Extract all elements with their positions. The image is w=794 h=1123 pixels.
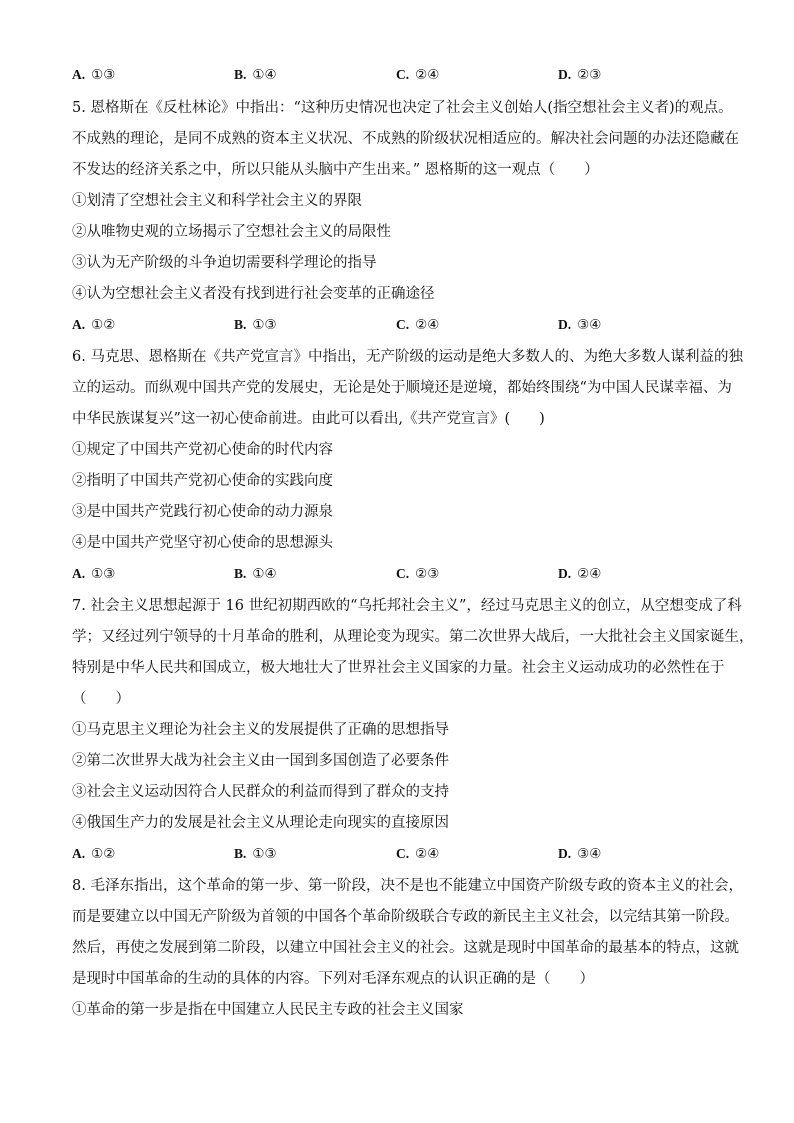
q5-option-b[interactable]: B. ①③ xyxy=(234,317,277,333)
q4-option-a[interactable]: A. ①③ xyxy=(72,67,116,83)
q5-stem-line-2: 不成熟的理论，是同不成熟的资本主义状况、不成熟的阶级状况相适应的。解决社会问题的办法还隐藏在 xyxy=(72,131,739,147)
q8-stem-line-2: 而是要建立以中国无产阶级为首领的中国各个革命阶级联合专政的新民主主义社会，以完结其第一阶段。 xyxy=(72,909,739,925)
q5-item-1: ①划清了空想社会主义和科学社会主义的界限 xyxy=(72,193,362,209)
q7-stem-line-4: （ ） xyxy=(72,691,130,707)
q4-option-d[interactable]: D. ②③ xyxy=(558,67,602,83)
q7-option-d[interactable]: D. ③④ xyxy=(558,846,602,862)
q7-stem-line-3: 特别是中华人民共和国成立，极大地壮大了世界社会主义国家的力量。社会主义运动成功的必然性在于 xyxy=(72,660,725,676)
q6-item-3: ③是中国共产党践行初心使命的动力源泉 xyxy=(72,504,333,520)
q7-option-c[interactable]: C. ②④ xyxy=(396,846,440,862)
q7-options xyxy=(72,844,722,864)
q5-item-4: ④认为空想社会主义者没有找到进行社会变革的正确途径 xyxy=(72,286,435,302)
q7-option-a[interactable]: A. ①② xyxy=(72,846,116,862)
q7-stem-line-2: 学；又经过列宁领导的十月革命的胜利，从理论变为现实。第二次世界大战后，一大批社会主义国家诞生， xyxy=(72,629,754,645)
q6-stem-line-2: 立的运动。而纵观中国共产党的发展史，无论是处于顺境还是逆境，都始终围绕“为中国人民谋幸福、为 xyxy=(72,380,732,396)
q6-options xyxy=(72,564,722,584)
q8-item-1: ①革命的第一步是指在中国建立人民民主专政的社会主义国家 xyxy=(72,1002,464,1018)
q7-item-2: ②第二次世界大战为社会主义由一国到多国创造了必要条件 xyxy=(72,753,449,769)
q4-option-c[interactable]: C. ②④ xyxy=(396,67,440,83)
q5-option-a[interactable]: A. ①② xyxy=(72,317,116,333)
q5-stem-line-3: 不发达的经济关系之中，所以只能从头脑中产生出来。” 恩格斯的这一观点（ ） xyxy=(72,162,599,178)
q6-item-1: ①规定了中国共产党初心使命的时代内容 xyxy=(72,442,333,458)
q7-item-4: ④俄国生产力的发展是社会主义从理论走向现实的直接原因 xyxy=(72,815,449,831)
q4-options xyxy=(72,65,722,85)
q6-stem-line-1: 6. 马克思、恩格斯在《共产党宣言》中指出，无产阶级的运动是绝大多数人的、为绝大多数人谋利益的独 xyxy=(72,349,743,365)
q6-option-c[interactable]: C. ②③ xyxy=(396,566,440,582)
q6-stem-line-3: 中华民族谋复兴”这一初心使命前进。由此可以看出,《共产党宣言》( ) xyxy=(72,411,545,427)
q6-item-4: ④是中国共产党坚守初心使命的思想源头 xyxy=(72,535,333,551)
q5-option-c[interactable]: C. ②④ xyxy=(396,317,440,333)
q8-stem-line-4: 是现时中国革命的生动的具体的内容。下列对毛泽东观点的认识正确的是（ ） xyxy=(72,971,594,987)
q7-option-b[interactable]: B. ①③ xyxy=(234,846,277,862)
q4-option-b[interactable]: B. ①④ xyxy=(234,67,277,83)
q5-options xyxy=(72,315,722,335)
q8-stem-line-1: 8. 毛泽东指出，这个革命的第一步、第一阶段，决不是也不能建立中国资产阶级专政的资本主义的社会， xyxy=(72,878,743,894)
q6-option-a[interactable]: A. ①③ xyxy=(72,566,116,582)
q5-item-3: ③认为无产阶级的斗争迫切需要科学理论的指导 xyxy=(72,255,377,271)
q7-item-1: ①马克思主义理论为社会主义的发展提供了正确的思想指导 xyxy=(72,722,449,738)
q6-option-d[interactable]: D. ②④ xyxy=(558,566,602,582)
q7-stem-line-1: 7. 社会主义思想起源于 16 世纪初期西欧的“乌托邦社会主义”，经过马克思主义的创立，从空想变成了科 xyxy=(72,598,742,614)
q6-item-2: ②指明了中国共产党初心使命的实践向度 xyxy=(72,473,333,489)
q6-option-b[interactable]: B. ①④ xyxy=(234,566,277,582)
q8-stem-line-3: 然后，再使之发展到第二阶段，以建立中国社会主义的社会。这就是现时中国革命的最基本的特点，这就 xyxy=(72,940,739,956)
q7-item-3: ③社会主义运动因符合人民群众的利益而得到了群众的支持 xyxy=(72,784,449,800)
q5-stem-line-1: 5. 恩格斯在《反杜林论》中指出：“这种历史情况也决定了社会主义创始人(指空想社会主义者)的观点。 xyxy=(72,100,733,116)
q5-option-d[interactable]: D. ③④ xyxy=(558,317,602,333)
q5-item-2: ②从唯物史观的立场揭示了空想社会主义的局限性 xyxy=(72,224,391,240)
